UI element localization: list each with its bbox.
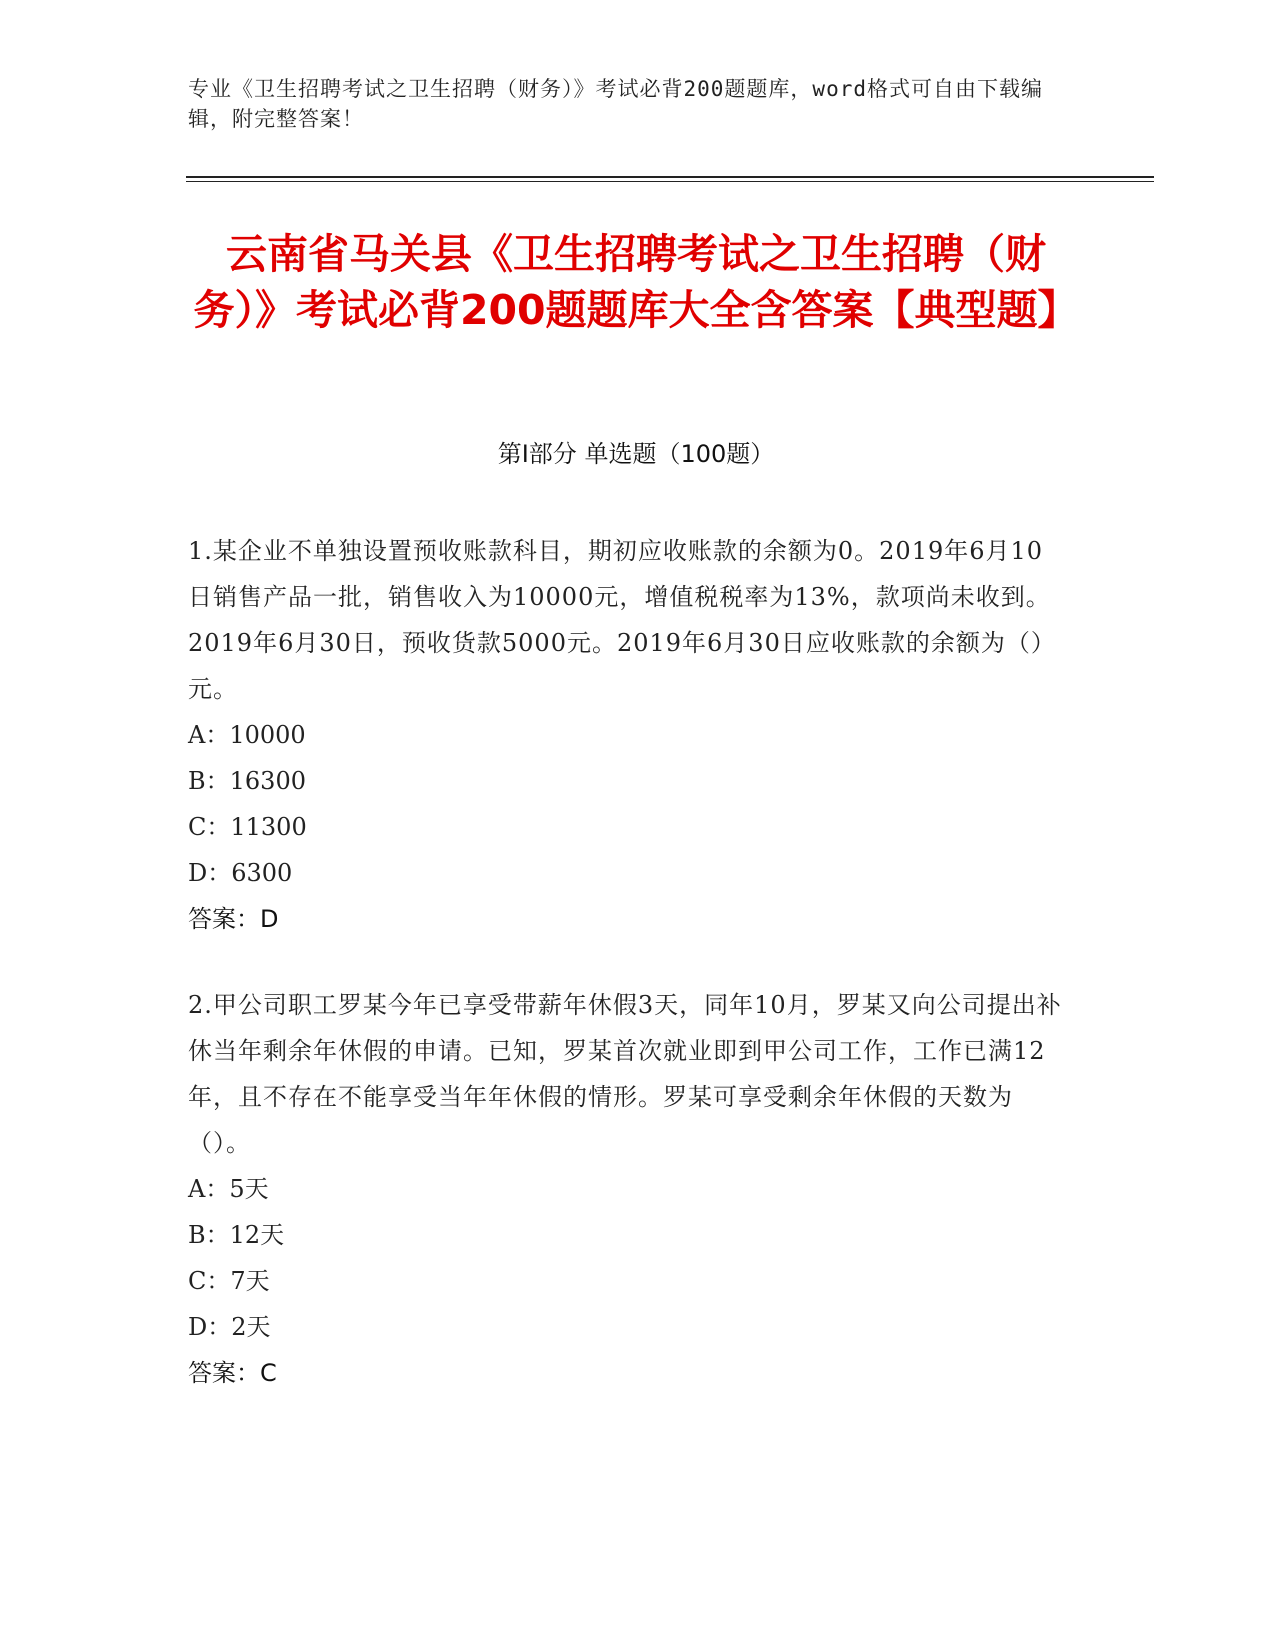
option-a: A：5天 — [188, 1175, 269, 1203]
question-1 — [188, 528, 1068, 942]
question-stem: 2.甲公司职工罗某今年已享受带薪年休假3天，同年10月，罗某又向公司提出补休当年剩余年休假的申请。已知，罗某首次就业即到甲公司工作，工作已满12年，且不存在不能享受当年年休假的情形。罗某可享受剩余年休假的天数为（）。 — [188, 991, 1062, 1157]
question-2 — [188, 982, 1068, 1396]
option-c: C：11300 — [188, 813, 307, 841]
answer: 答案：C — [188, 1359, 277, 1387]
option-a: A：10000 — [188, 721, 306, 749]
question-stem: 1.某企业不单独设置预收账款科目，期初应收账款的余额为0。2019年6月10日销售产品一批，销售收入为10000元，增值税税率为13%，款项尚未收到。2019年6月30日，预收货款5000元。2019年6月30日应收账款的余额为（）元。 — [188, 537, 1056, 703]
header-note: 专业《卫生招聘考试之卫生招聘（财务）》考试必背200题题库，word格式可自由下载编辑，附完整答案！ — [188, 77, 1043, 131]
option-c: C：7天 — [188, 1267, 270, 1295]
header-divider-thick — [186, 176, 1154, 178]
option-d: D：2天 — [188, 1313, 271, 1341]
section-heading: 第Ⅰ部分 单选题（100题） — [497, 440, 775, 468]
option-d: D：6300 — [188, 859, 293, 887]
answer: 答案：D — [188, 905, 279, 933]
header-divider-thin — [186, 181, 1154, 182]
document-title: 云南省马关县《卫生招聘考试之卫生招聘（财务）》考试必背200题题库大全含答案【典型题】 — [193, 230, 1079, 334]
option-b: B：12天 — [188, 1221, 285, 1249]
option-b: B：16300 — [188, 767, 306, 795]
